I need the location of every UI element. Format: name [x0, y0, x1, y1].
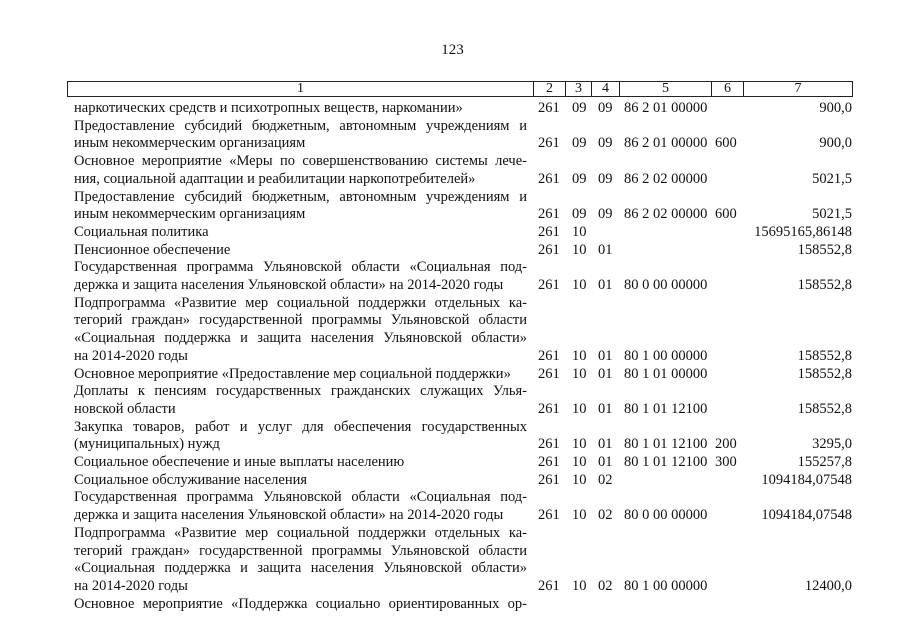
cell-chapter: 10 — [572, 471, 587, 488]
row-description: держка и защита населения Ульяновской области» на 2014-2020 годы — [74, 277, 504, 293]
header-col-7: 7 — [743, 82, 852, 96]
cell-subsection: 01 — [598, 454, 613, 470]
cell-target-article: 86 2 02 00000 — [624, 206, 708, 223]
cell-chapter: 10 — [572, 577, 587, 594]
row-description: «Социальная поддержка и защита населения Ульяновской области» — [74, 560, 527, 577]
cell-target-article: 86 2 01 00000 — [624, 135, 708, 152]
table-row — [0, 419, 905, 436]
cell-subsection: 01 — [598, 400, 613, 417]
cell-section: 261 — [538, 436, 560, 453]
cell-section: 261 — [538, 135, 560, 152]
cell-section: 261 — [538, 365, 560, 382]
cell-amount: 15695165,86148 — [754, 223, 852, 240]
row-description: Социальная политика — [74, 223, 209, 240]
table-row — [0, 489, 905, 506]
cell-target-article: 80 1 01 12100 — [624, 436, 708, 453]
cell-section: 261 — [538, 400, 560, 417]
table-row — [0, 206, 905, 223]
header-col-4: 4 — [591, 82, 619, 96]
cell-subsection: 09 — [598, 170, 613, 187]
cell-amount: 1094184,07548 — [761, 471, 852, 488]
row-description: Основное мероприятие «Поддержка социально ориентированных ор- — [74, 595, 527, 612]
row-description: Предоставление субсидий бюджетным, автономным учреждениям и — [74, 188, 527, 205]
row-description: Основное мероприятие «Предоставление мер социальной поддержки» — [74, 365, 511, 382]
cell-section: 261 — [538, 277, 560, 293]
page-number: 123 — [441, 42, 464, 58]
cell-subsection: 02 — [598, 471, 613, 488]
row-description: Основное мероприятие «Меры по совершенствованию системы лече- — [74, 153, 527, 170]
cell-target-article: 86 2 01 00000 — [624, 100, 708, 116]
row-description: иным некоммерческим организациям — [74, 206, 306, 223]
cell-subsection: 01 — [598, 347, 613, 364]
table-row — [0, 189, 905, 206]
cell-section: 261 — [538, 100, 560, 116]
row-description: иным некоммерческим организациям — [74, 135, 306, 152]
cell-amount: 900,0 — [819, 100, 852, 116]
row-description: на 2014-2020 годы — [74, 347, 188, 364]
table-row — [0, 472, 905, 489]
cell-amount: 158552,8 — [797, 241, 852, 258]
row-description: Предоставление субсидий бюджетным, автономным учреждениям и — [74, 117, 527, 134]
cell-expense-type: 200 — [715, 436, 737, 453]
table-row — [0, 277, 905, 294]
header-col-6: 6 — [711, 82, 743, 96]
table-row — [0, 259, 905, 276]
cell-target-article: 80 1 00 00000 — [624, 347, 708, 364]
cell-section: 261 — [538, 577, 560, 594]
cell-chapter: 10 — [572, 507, 587, 524]
header-col-2: 2 — [533, 82, 565, 96]
row-description: новской области — [74, 400, 176, 417]
cell-subsection: 01 — [598, 241, 613, 258]
header-col-5: 5 — [619, 82, 711, 96]
cell-amount: 155257,8 — [797, 454, 852, 470]
table-row — [0, 171, 905, 188]
row-description: Социальное обслуживание населения — [74, 471, 308, 488]
table-header — [67, 81, 853, 97]
row-description: Государственная программа Ульяновской области «Социальная под- — [74, 259, 527, 276]
row-description: «Социальная поддержка и защита населения Ульяновской области» — [74, 330, 527, 347]
cell-target-article: 86 2 02 00000 — [624, 170, 708, 187]
cell-amount: 3295,0 — [812, 436, 852, 453]
table-row — [0, 401, 905, 418]
row-description: тегорий граждан» государственной программы Ульяновской области — [74, 312, 527, 329]
table-row — [0, 454, 905, 471]
cell-chapter: 10 — [572, 241, 587, 258]
cell-target-article: 80 0 00 00000 — [624, 507, 708, 524]
cell-target-article: 80 1 01 00000 — [624, 365, 708, 382]
cell-chapter: 09 — [572, 206, 587, 223]
row-description: Пенсионное обеспечение — [74, 241, 231, 258]
row-description: Закупка товаров, работ и услуг для обеспечения государственных — [74, 418, 527, 435]
cell-subsection: 09 — [598, 206, 613, 223]
cell-chapter: 10 — [572, 347, 587, 364]
cell-chapter: 10 — [572, 400, 587, 417]
table-row — [0, 366, 905, 383]
cell-section: 261 — [538, 223, 560, 240]
table-row — [0, 135, 905, 152]
table-row — [0, 578, 905, 595]
table-row — [0, 330, 905, 347]
table-row — [0, 507, 905, 524]
table-row — [0, 525, 905, 542]
row-description: Подпрограмма «Развитие мер социальной поддержки отдельных ка- — [74, 294, 527, 311]
cell-section: 261 — [538, 206, 560, 223]
table-row — [0, 242, 905, 259]
cell-amount: 5021,5 — [812, 170, 852, 187]
cell-amount: 12400,0 — [804, 577, 852, 594]
cell-section: 261 — [538, 347, 560, 364]
table-row — [0, 118, 905, 135]
row-description: ния, социальной адаптации и реабилитации наркопотребителей» — [74, 170, 476, 187]
cell-target-article: 80 1 00 00000 — [624, 577, 708, 594]
header-col-3: 3 — [565, 82, 591, 96]
cell-subsection: 09 — [598, 135, 613, 152]
cell-amount: 158552,8 — [797, 347, 852, 364]
cell-expense-type: 600 — [715, 135, 737, 152]
row-description: Подпрограмма «Развитие мер социальной поддержки отдельных ка- — [74, 524, 527, 541]
cell-subsection: 02 — [598, 507, 613, 524]
cell-subsection: 02 — [598, 577, 613, 594]
cell-chapter: 10 — [572, 365, 587, 382]
row-description: Социальное обеспечение и иные выплаты населению — [74, 454, 405, 470]
row-description: держка и защита населения Ульяновской области» на 2014-2020 годы — [74, 507, 504, 524]
cell-subsection: 01 — [598, 277, 613, 293]
table-row — [0, 295, 905, 312]
table-row — [0, 383, 905, 400]
cell-target-article: 80 1 01 12100 — [624, 400, 708, 417]
cell-chapter: 09 — [572, 135, 587, 152]
cell-chapter: 10 — [572, 454, 587, 470]
cell-subsection: 09 — [598, 100, 613, 116]
cell-amount: 158552,8 — [797, 400, 852, 417]
row-description: наркотических средств и психотропных веществ, наркомании» — [74, 100, 463, 116]
cell-target-article: 80 0 00 00000 — [624, 277, 708, 293]
cell-amount: 5021,5 — [812, 206, 852, 223]
cell-chapter: 10 — [572, 223, 587, 240]
table-row — [0, 348, 905, 365]
table-row — [0, 153, 905, 170]
table-row — [0, 312, 905, 329]
row-description: тегорий граждан» государственной программы Ульяновской области — [74, 542, 527, 559]
cell-chapter: 10 — [572, 436, 587, 453]
cell-amount: 1094184,07548 — [761, 507, 852, 524]
cell-chapter: 09 — [572, 100, 587, 116]
cell-amount: 158552,8 — [797, 365, 852, 382]
table-row — [0, 224, 905, 241]
row-description: на 2014-2020 годы — [74, 577, 188, 594]
cell-expense-type: 600 — [715, 206, 737, 223]
cell-amount: 158552,8 — [797, 277, 852, 293]
row-description: (муниципальных) нужд — [74, 436, 220, 453]
table-row — [0, 560, 905, 577]
table-row — [0, 596, 905, 613]
cell-section: 261 — [538, 507, 560, 524]
cell-chapter: 09 — [572, 170, 587, 187]
table-row — [0, 436, 905, 453]
header-col-1: 1 — [297, 81, 304, 96]
row-description: Доплаты к пенсиям государственных гражданских служащих Улья- — [74, 383, 527, 400]
cell-subsection: 01 — [598, 436, 613, 453]
row-description: Государственная программа Ульяновской области «Социальная под- — [74, 489, 527, 506]
cell-amount: 900,0 — [819, 135, 852, 152]
table-row — [0, 543, 905, 560]
cell-section: 261 — [538, 170, 560, 187]
cell-target-article: 80 1 01 12100 — [624, 454, 708, 470]
cell-section: 261 — [538, 471, 560, 488]
cell-subsection: 01 — [598, 365, 613, 382]
cell-chapter: 10 — [572, 277, 587, 293]
table-row — [0, 100, 905, 117]
cell-expense-type: 300 — [715, 454, 737, 470]
cell-section: 261 — [538, 454, 560, 470]
cell-section: 261 — [538, 241, 560, 258]
